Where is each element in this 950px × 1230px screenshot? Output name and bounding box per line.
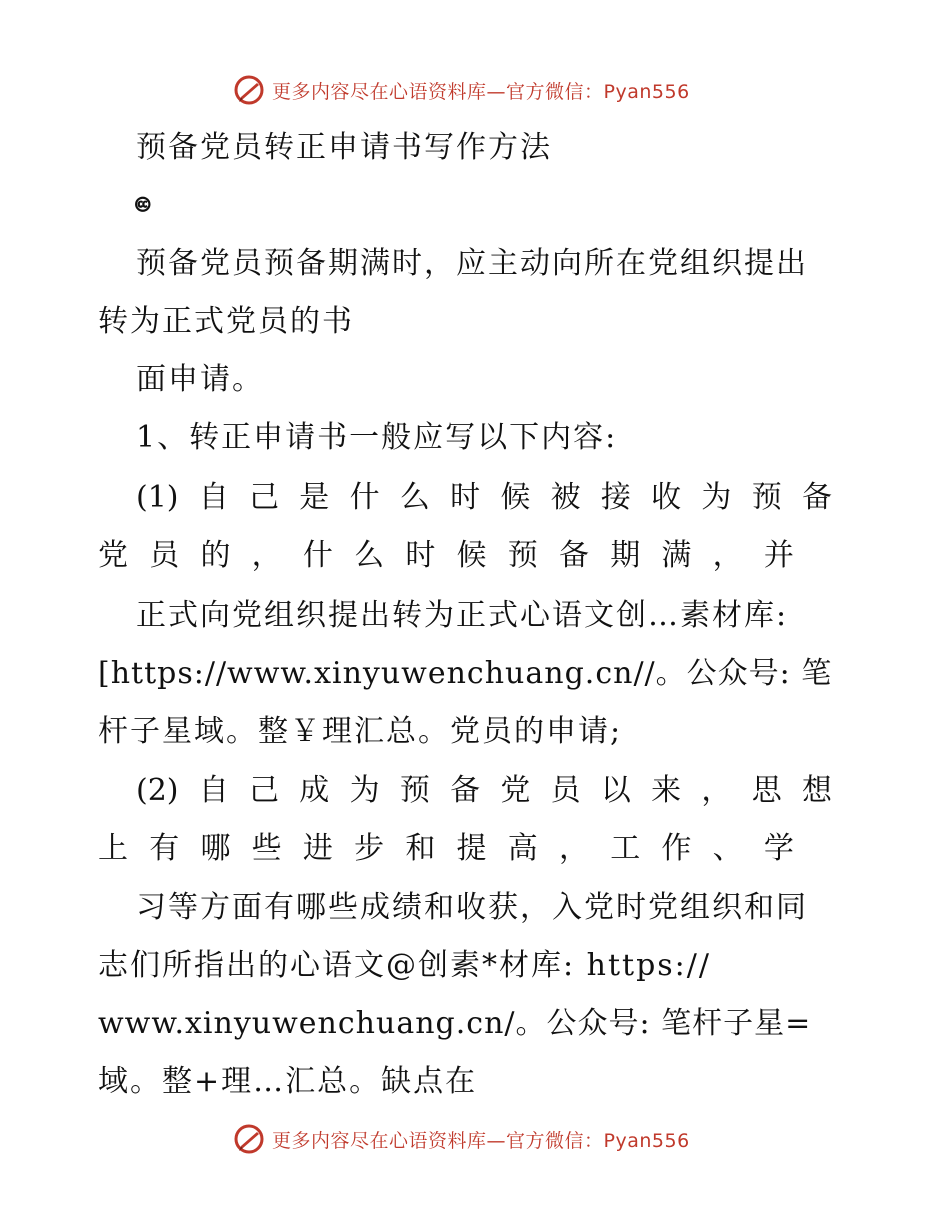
- glyph: 己: [249, 480, 280, 515]
- body-line: 习等方面有哪些成绩和收获，入党时党组织和同: [136, 890, 808, 925]
- glyph: 、: [712, 831, 743, 866]
- glyph: 上: [98, 831, 128, 866]
- footer-watermark-banner: [232, 1121, 690, 1157]
- body-line-justified: [98, 829, 794, 869]
- body-line: 1、转正申请书一般应写以下内容:: [136, 420, 618, 455]
- body-line-justified: [98, 536, 794, 576]
- glyph: 什: [302, 538, 333, 573]
- glyph: 和: [405, 831, 436, 866]
- glyph: 有: [149, 831, 180, 866]
- glyph: 哪: [200, 831, 231, 866]
- glyph: 作: [661, 831, 692, 866]
- glyph: 备: [450, 773, 481, 808]
- glyph: 成: [299, 773, 330, 808]
- glyph: 收: [651, 480, 682, 515]
- glyph: 候: [456, 538, 487, 573]
- glyph: 么: [399, 480, 430, 515]
- glyph: 己: [249, 773, 280, 808]
- glyph: 提: [456, 831, 487, 866]
- banner-text: 更多内容尽在心语资料库—官方微信：Pyan556: [272, 1129, 690, 1152]
- glyph: 员: [550, 773, 581, 808]
- glyph: ，: [251, 538, 282, 573]
- glyph: 自: [198, 773, 229, 808]
- glyph: ，: [712, 538, 743, 573]
- glyph: 接: [600, 480, 631, 515]
- body-line: 转为正式党员的书: [98, 304, 354, 339]
- page-title: 预备党员转正申请书写作方法: [136, 130, 552, 165]
- glyph: 想: [801, 773, 832, 808]
- glyph: ，: [558, 831, 589, 866]
- glyph: 些: [251, 831, 282, 866]
- body-line-justified: [136, 478, 832, 518]
- body-line: [https://www.xinyuwenchuang.cn//。公众号: 笔: [98, 656, 833, 691]
- glyph: 预: [399, 773, 430, 808]
- glyph: 员: [149, 538, 180, 573]
- glyph: (1): [136, 480, 179, 515]
- creative-commons-icon: 🅭: [136, 193, 150, 218]
- glyph: 候: [500, 480, 531, 515]
- body-line: 域。整+理…汇总。缺点在: [98, 1064, 478, 1099]
- glyph: 满: [661, 538, 692, 573]
- glyph: 时: [450, 480, 481, 515]
- glyph: 党: [500, 773, 531, 808]
- glyph: 步: [354, 831, 385, 866]
- glyph: 预: [507, 538, 538, 573]
- glyph: ，: [701, 773, 732, 808]
- glyph: 学: [763, 831, 794, 866]
- glyph: 工: [610, 831, 641, 866]
- glyph: 为: [349, 773, 380, 808]
- body-line: 杆子星域。整￥理汇总。党员的申请;: [98, 714, 623, 749]
- pen-on-circle-icon: [232, 73, 266, 107]
- glyph: 预: [751, 480, 782, 515]
- body-line: www.xinyuwenchuang.cn/。公众号: 笔杆子星=: [98, 1006, 812, 1041]
- glyph: 什: [349, 480, 380, 515]
- body-line: 面申请。: [136, 362, 264, 397]
- glyph: 被: [550, 480, 581, 515]
- glyph: 备: [801, 480, 832, 515]
- glyph: 是: [299, 480, 330, 515]
- glyph: 为: [701, 480, 732, 515]
- glyph: (2): [136, 773, 179, 808]
- glyph: 思: [751, 773, 782, 808]
- glyph: 来: [651, 773, 682, 808]
- glyph: 高: [507, 831, 538, 866]
- glyph: 的: [200, 538, 231, 573]
- body-line: 预备党员预备期满时，应主动向所在党组织提出: [136, 246, 808, 281]
- glyph: 党: [98, 538, 128, 573]
- banner-text: 更多内容尽在心语资料库—官方微信：Pyan556: [272, 80, 690, 103]
- glyph: 期: [610, 538, 641, 573]
- body-line-justified: [136, 771, 832, 811]
- body-line: 正式向党组织提出转为正式心语文创…素材库:: [136, 598, 789, 633]
- body-line: 志们所指出的心语文@创素*材库: https://: [98, 948, 711, 983]
- glyph: 并: [763, 538, 794, 573]
- glyph: 以: [600, 773, 631, 808]
- glyph: 时: [405, 538, 436, 573]
- glyph: 自: [198, 480, 229, 515]
- header-watermark-banner: [232, 72, 690, 108]
- pen-on-circle-icon: [232, 1122, 266, 1156]
- glyph: 备: [558, 538, 589, 573]
- glyph: 进: [302, 831, 333, 866]
- glyph: 么: [354, 538, 385, 573]
